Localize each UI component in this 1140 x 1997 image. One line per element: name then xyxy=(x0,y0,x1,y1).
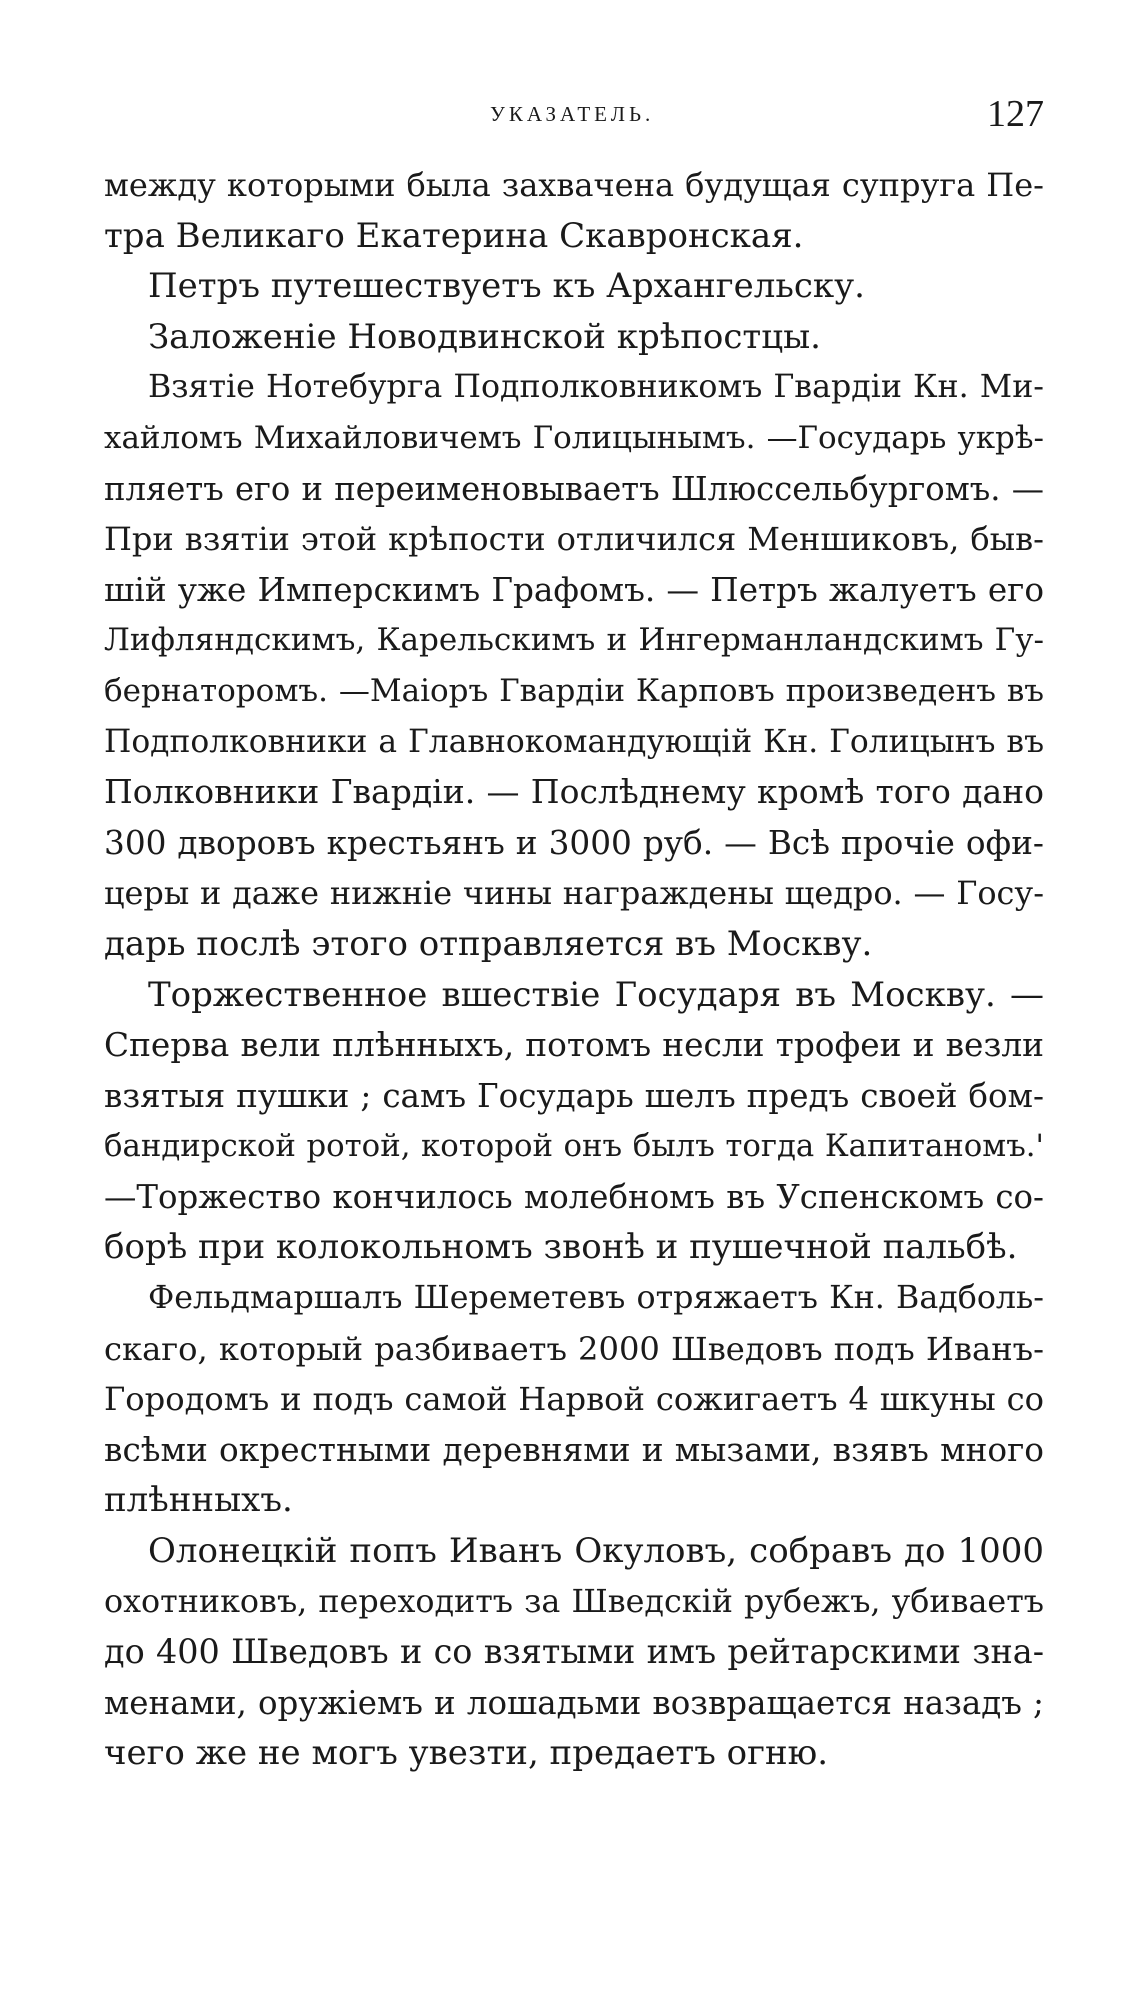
text-line: дарь послѣ этого отправляется въ Москву. xyxy=(104,923,873,964)
text-line: Лифляндскимъ, Карельскимъ и Ингерманландскимъ Гу- xyxy=(104,622,1044,659)
text-line: —Торжество кончилось молебномъ въ Успенскомъ со- xyxy=(104,1177,1044,1216)
text-line: охотниковъ, переходитъ за Шведскій рубежъ, убиваетъ xyxy=(104,1583,1044,1620)
text-line: всѣми окрестными деревнями и мызами, взявъ много xyxy=(104,1430,1044,1469)
text-line: При взятіи этой крѣпости отличился Меншиковъ, быв- xyxy=(104,520,1044,559)
text-line: Олонецкій попъ Иванъ Окуловъ, собравъ до 1000 xyxy=(148,1531,1044,1572)
text-line: скаго, который разбиваетъ 2000 Шведовъ подъ Иванъ- xyxy=(104,1329,1044,1368)
text-line: менами, оружіемъ и лошадьми возвращается назадъ ; xyxy=(104,1683,1044,1722)
text-line: Сперва вели плѣнныхъ, потомъ несли трофеи и везли xyxy=(104,1026,1044,1065)
paragraph-sheremetev xyxy=(104,1273,1044,1526)
text-line: до 400 Шведовъ и со взятыми имъ рейтарскими зна- xyxy=(104,1632,1044,1672)
text-line: Полковники Гвардіи. — Послѣднему кромѣ того дано xyxy=(104,772,1044,812)
text-line: Петръ путешествуетъ къ Архангельску. xyxy=(148,266,865,307)
text-line: шій уже Имперскимъ Графомъ. — Петръ жалуетъ его xyxy=(104,570,1044,609)
text-line: бандирской ротой, которой онъ былъ тогда Капитаномъ.' xyxy=(104,1128,1044,1165)
text-line: плѣнныхъ. xyxy=(104,1480,293,1521)
text-line: Взятіе Нотебурга Подполковникомъ Гвардіи Кн. Ми- xyxy=(148,369,1044,406)
text-line: Подполковники а Главнокомандующій Кн. Голицынъ въ xyxy=(104,723,1044,760)
text-line: церы и даже нижніе чины награждены щедро. — Госу- xyxy=(104,874,1044,913)
paragraph-arkhangelsk xyxy=(104,261,1044,312)
page-number: 127 xyxy=(987,93,1044,135)
page-header xyxy=(104,92,1044,142)
text-line: Городомъ и подъ самой Нарвой сожигаетъ 4 шкуны со xyxy=(104,1380,1044,1419)
body-text xyxy=(104,160,1044,1779)
text-line: хайломъ Михайловичемъ Голицынымъ. —Государь укрѣ- xyxy=(104,419,1044,456)
text-line: 300 дворовъ крестьянъ и 3000 руб. — Всѣ прочіе офи- xyxy=(104,823,1044,862)
paragraph-moscow-entry xyxy=(104,970,1044,1274)
text-line: Фельдмаршалъ Шереметевъ отряжаетъ Кн. Вадболь- xyxy=(148,1280,1044,1317)
paragraph-novodvinsk xyxy=(104,312,1044,363)
text-line: Заложеніе Новодвинской крѣпостцы. xyxy=(148,316,821,357)
text-line: борѣ при колокольномъ звонѣ и пушечной пальбѣ. xyxy=(104,1227,1018,1268)
text-line: тра Великаго Екатерина Скавронская. xyxy=(104,215,804,256)
text-line: бернаторомъ. —Маіоръ Гвардіи Карповъ произведенъ въ xyxy=(104,672,1044,709)
text-line: между которыми была захвачена будущая супруга Пе- xyxy=(104,166,1044,204)
text-line: взятыя пушки ; самъ Государь шелъ предъ своей бом- xyxy=(104,1076,1044,1115)
paragraph-continuation xyxy=(104,160,1044,261)
paragraph-okulov xyxy=(104,1526,1044,1779)
text-line: пляетъ его и переименовываетъ Шлюссельбургомъ. — xyxy=(104,469,1044,508)
text-line: чего же не могъ увезти, предаетъ огню. xyxy=(104,1733,829,1774)
text-line: Торжественное вшествіе Государя въ Москву. — xyxy=(148,974,1044,1015)
paragraph-noteburg xyxy=(104,362,1044,969)
running-title: УКАЗАТЕЛЬ. xyxy=(490,102,655,126)
